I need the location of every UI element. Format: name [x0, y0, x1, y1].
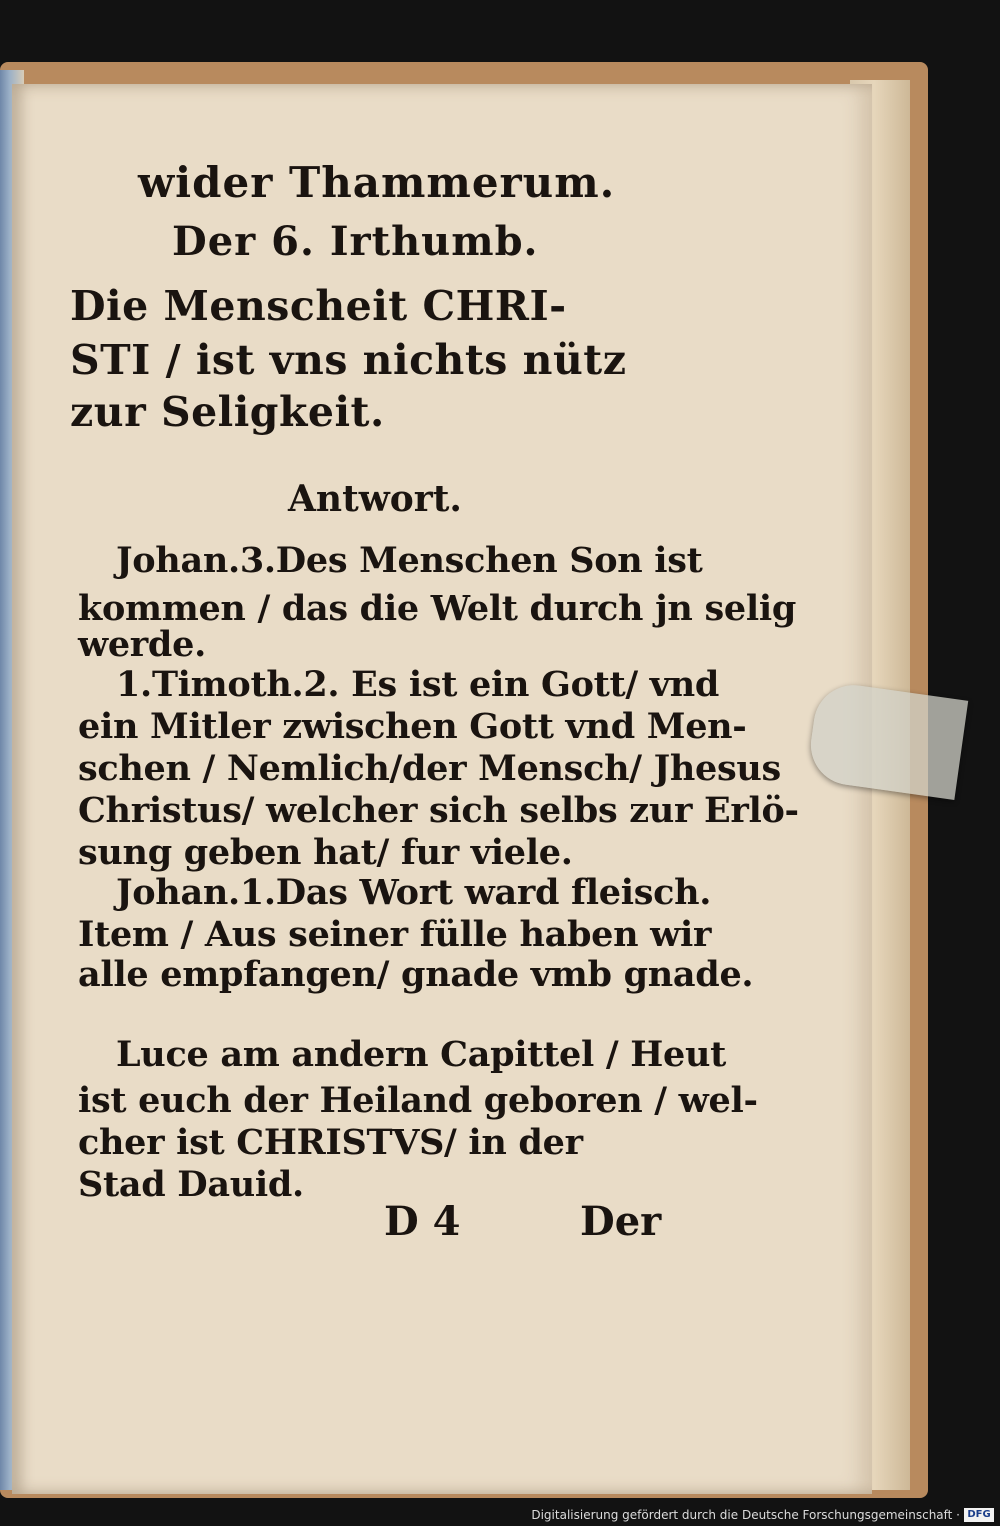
running-head: wider Thammerum. — [138, 158, 616, 207]
chapter-heading: Der 6. Irthumb. — [172, 218, 539, 265]
verse-line: alle empfangen/ gnade vmb gnade. — [78, 954, 754, 995]
signature-mark: D 4 — [384, 1198, 461, 1245]
verse-line: Item / Aus seiner fülle haben wir — [78, 914, 712, 955]
verse-line: Johan.3.Des Menschen Son ist — [116, 540, 703, 581]
error-statement-line: zur Seligkeit. — [70, 388, 385, 436]
verse-line: ein Mitler zwischen Gott vnd Men- — [78, 706, 747, 747]
answer-heading: Antwort. — [288, 478, 462, 520]
error-statement-line: STI / ist vns nichts nütz — [70, 336, 627, 384]
verse-line: Christus/ welcher sich selbs zur Erlö- — [78, 790, 799, 831]
verse-line: ist euch der Heiland geboren / wel- — [78, 1080, 758, 1121]
dfg-logo: DFG — [964, 1508, 994, 1522]
digitization-credit: Digitalisierung gefördert durch die Deutsche Forschungsgemeinschaft · — [531, 1508, 960, 1522]
verse-line: werde. — [78, 624, 206, 665]
verse-line: Luce am andern Capittel / Heut — [116, 1034, 726, 1075]
verse-line: schen / Nemlich/der Mensch/ Jhesus — [78, 748, 781, 789]
error-statement-line: Die Menscheit CHRI- — [70, 282, 567, 330]
catchword: Der — [580, 1198, 662, 1245]
verse-line: cher ist CHRISTVS/ in der — [78, 1122, 583, 1163]
verse-line: 1.Timoth.2. Es ist ein Gott/ vnd — [116, 664, 720, 705]
verse-line: kommen / das die Welt durch jn selig — [78, 588, 796, 629]
verse-line: Johan.1.Das Wort ward fleisch. — [116, 872, 712, 913]
verse-line: sung geben hat/ fur viele. — [78, 832, 573, 873]
verse-line: Stad Dauid. — [78, 1164, 304, 1205]
